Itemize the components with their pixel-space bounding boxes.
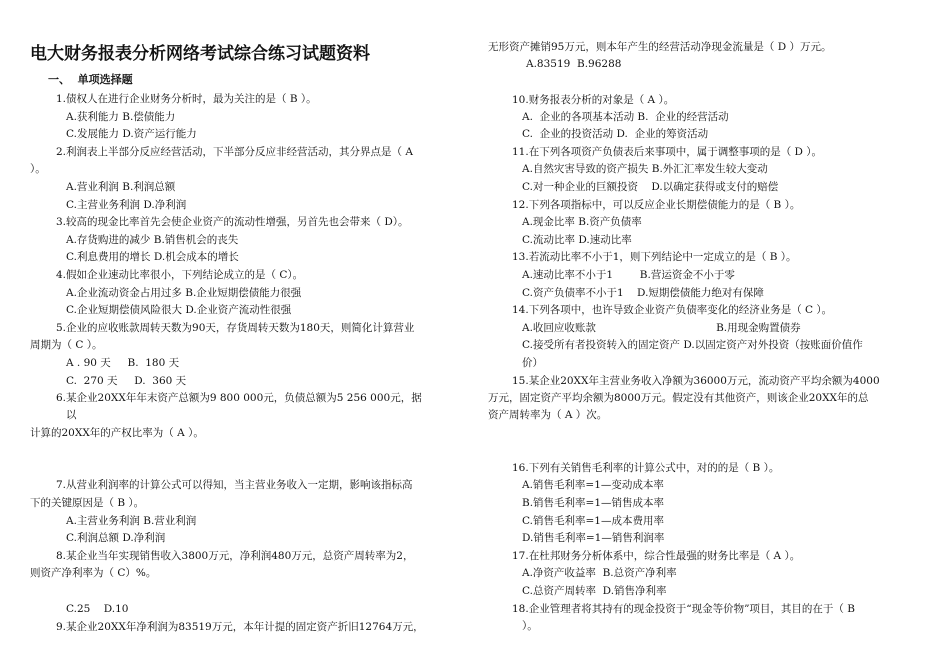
- option-line: A.存货购进的减少 B.销售机会的丧失: [66, 234, 239, 246]
- option-line: B.销售毛利率=1—销售成本率: [522, 497, 665, 509]
- option-line: C.企业短期偿债风险很大 D.企业资产流动性很强: [66, 304, 292, 316]
- option-line: A.速动比率不小于1 B.营运资金不小于零: [522, 269, 735, 281]
- document-title: 电大财务报表分析网络考试综合练习试题资料: [30, 44, 370, 64]
- question-3: 3.较高的现金比率首先会使企业资产的流动性增强，另首先也会带来（ D）。: [56, 216, 409, 228]
- question-line: 计算的20XX年的产权比率为（ A ）。: [30, 427, 204, 439]
- question-10: 10.财务报表分析的对象是（ A ）。: [512, 94, 675, 106]
- option-line: A.收回应收账款 B.用现金购置债券: [522, 322, 801, 334]
- question-5: 5.企业的应收账款周转天数为90天，存货周转天数为180天，则简化计算营业: [56, 322, 415, 334]
- option-line: C.总资产周转率 D.销售净利率: [522, 585, 667, 597]
- question-line: 则资产净利率为（ C）%。: [30, 567, 157, 579]
- question-16: 16.下列有关销售毛利率的计算公式中，对的的是（ B ）。: [512, 462, 780, 474]
- option-line: C.发展能力 D.资产运行能力: [66, 128, 197, 140]
- question-2: 2.利润表上半部分反应经营活动，下半部分反应非经营活动，其分界点是（ A: [56, 146, 413, 158]
- option-line: A.销售毛利率=1—变动成本率: [522, 479, 664, 491]
- option-line: D.销售毛利率=1—销售利润率: [522, 532, 665, 544]
- option-line: A.主营业务利润 B.营业利润: [66, 515, 197, 527]
- option-line: C.利息费用的增长 D.机会成本的增长: [66, 251, 239, 263]
- question-line: 无形资产摊销95万元，则本年产生的经营活动净现金流量是（ D ）万元。: [488, 41, 832, 53]
- option-line: C.对一种企业的巨额投资 D.以确定获得或支付的赔偿: [522, 181, 779, 193]
- question-line: 万元，固定资产平均余额为8000万元。假定没有其他资产，则该企业20XX年的总: [488, 392, 869, 404]
- option-line: A.现金比率 B.资产负债率: [522, 216, 642, 228]
- question-11: 11.在下列各项资产负债表后来事项中，属于调整事项的是（ D ）。: [512, 146, 823, 158]
- option-line: C.资产负债率不小于1 D.短期偿债能力绝对有保障: [522, 287, 764, 299]
- question-12: 12.下列各项指标中，可以反应企业长期偿债能力的是（ B ）。: [512, 199, 801, 211]
- option-line: C.销售毛利率=1—成本费用率: [522, 515, 664, 527]
- option-line: 价）: [522, 357, 543, 369]
- option-line: A.企业流动资金占用过多 B.企业短期偿债能力很强: [66, 287, 302, 299]
- option-line: C. 企业的投资活动 D. 企业的筹资活动: [522, 128, 709, 140]
- option-line: A.净资产收益率 B.总资产净利率: [522, 567, 677, 579]
- question-line: 以: [66, 409, 77, 421]
- question-line: 资产周转率为（ A ）次。: [488, 409, 608, 421]
- option-line: A.营业利润 B.利润总额: [66, 181, 176, 193]
- question-line: 下的关键原因是（ B ）。: [30, 497, 145, 509]
- question-line: ）。: [522, 620, 538, 632]
- question-8: 8.某企业当年实现销售收入3800万元，净利润480万元，总资产周转率为2，: [56, 550, 414, 562]
- section-heading: 一、 单项选择题: [48, 73, 133, 86]
- question-18: 18.企业管理者将其持有的现金投资于“现金等价物”项目，其目的在于（ B: [512, 603, 855, 615]
- option-line: A.83519 B.96288: [526, 58, 622, 70]
- option-line: C.流动比率 D.速动比率: [522, 234, 632, 246]
- question-15: 15.某企业20XX年主营业务收入净额为36000万元，流动资产平均余额为4000: [512, 375, 880, 387]
- option-line: C. 270 天 D. 360 天: [66, 375, 187, 387]
- question-1: 1.债权人在进行企业财务分析时，最为关注的是（ B ）。: [56, 93, 317, 105]
- question-13: 13.若流动比率不小于1，则下列结论中一定成立的是（ B ）。: [512, 251, 797, 263]
- question-7: 7.从营业利润率的计算公式可以得知，当主营业务收入一定期，影响该指标高: [56, 479, 413, 491]
- question-17: 17.在杜邦财务分析体系中，综合性最强的财务比率是（ A ）。: [512, 550, 801, 562]
- question-6: 6.某企业20XX年年末资产总额为9 800 000元，负债总额为5 256 000元，据: [56, 392, 422, 404]
- option-line: A. 企业的各项基本活动 B. 企业的经营活动: [522, 111, 729, 123]
- option-line: C.利润总额 D.净利润: [66, 532, 166, 544]
- question-line: 周期为（ C ）。: [30, 339, 103, 351]
- question-9: 9.某企业20XX年净利润为83519万元，本年计提的固定资产折旧12764万元，: [56, 621, 424, 633]
- option-line: C.主营业务利润 D.净利润: [66, 199, 187, 211]
- option-line: A.自然灾害导致的资产损失 B.外汇汇率发生较大变动: [522, 163, 768, 175]
- option-line: A . 90 天 B. 180 天: [66, 357, 180, 369]
- question-line: ）。: [30, 163, 46, 175]
- option-line: A.获利能力 B.偿债能力: [66, 111, 176, 123]
- option-line: C.25 D.10: [66, 603, 129, 615]
- option-line: C.接受所有者投资转入的固定资产 D.以固定资产对外投资（按账面价值作: [522, 339, 863, 351]
- question-14: 14.下列各项中，也许导致企业资产负债率变化的经济业务是（ C ）。: [512, 304, 833, 316]
- question-4: 4.假如企业速动比率很小，下列结论成立的是（ C）。: [56, 269, 304, 281]
